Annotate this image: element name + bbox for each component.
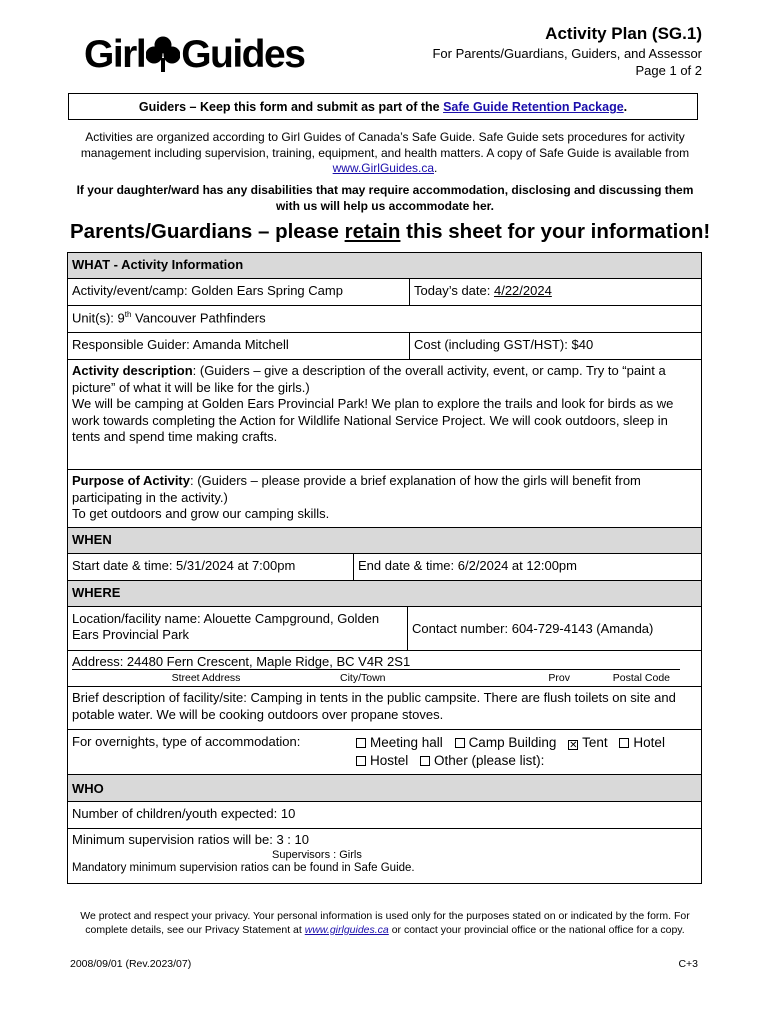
purpose-field[interactable] [68,470,701,528]
option-meeting-hall[interactable] [356,735,443,750]
intro-paragraph [68,130,702,177]
activity-description-field[interactable] [68,360,701,470]
tent-checkbox-checked[interactable]: ✕ [569,740,578,751]
heading-pre: Parents/Guardians – please [70,220,345,243]
meeting-hall-checkbox[interactable] [356,738,366,748]
privacy-post: or contact your provincial office or the national office for a copy. [388,924,685,936]
page-number: Page 1 of 2 [635,63,702,78]
cost-field[interactable]: Cost (including GST/HST): $40 [414,337,594,352]
trefoil-icon [146,36,180,74]
who-section-header: WHO [68,775,701,802]
address-label: Address: [72,654,127,669]
other-checkbox[interactable] [420,756,430,766]
activity-form [67,252,702,884]
option-label: Hostel [370,753,409,768]
option-tent[interactable] [568,735,608,750]
option-label: Camp Building [468,735,557,750]
description-label: Activity description [72,363,193,378]
location-row [68,607,701,651]
units-prefix: Unit(s): 9 [72,310,125,326]
purpose-text: To get outdoors and grow our camping skills. [72,506,330,521]
contact-field[interactable]: Contact number: 604-729-4143 (Amanda) [412,621,654,636]
intro-end: . [434,161,438,175]
option-label: Hotel [633,735,665,750]
girlguides-link[interactable]: www.GirlGuides.ca [332,161,435,175]
logo-text-girl: Girl [84,33,146,76]
units-sup: th [124,310,132,319]
accommodation-row [68,730,701,775]
guider-row [68,333,701,360]
revision-date: 2008/09/01 (Rev.2023/07) [70,958,192,970]
purpose-label: Purpose of Activity [72,473,190,488]
parents-heading [70,220,710,244]
camp-building-checkbox[interactable] [455,738,465,748]
option-camp-building[interactable] [455,735,557,750]
ratio-field[interactable] [68,829,701,883]
accommodation-label: For overnights, type of accommodation: [72,734,301,749]
activity-row [68,279,701,306]
heading-underlined: retain [344,220,401,243]
option-label: Other (please list): [434,753,545,768]
option-hostel[interactable] [356,753,408,768]
units-field[interactable] [68,306,701,333]
units-name: Vancouver Pathfinders [131,310,266,326]
what-section-header: WHAT - Activity Information [68,253,701,279]
location-field[interactable]: Location/facility name: Alouette Campground, Golden Ears Provincial Park [68,607,408,650]
dates-row [68,554,701,581]
facility-description-field[interactable]: Brief description of facility/site: Camping in tents in the public campsite. There are flush toilets on site and potable water. We will be cooking outdoors over propane stoves. [68,687,701,730]
form-code: C+3 [678,958,698,970]
hotel-checkbox[interactable] [619,738,629,748]
document-subtitle [432,45,702,79]
start-date-field[interactable]: Start date & time: 5/31/2024 at 7:00pm [68,554,354,580]
option-hotel[interactable] [619,735,665,750]
responsible-guider-field[interactable]: Responsible Guider: Amanda Mitchell [68,333,410,359]
address-value: 24480 Fern Crescent, Maple Ridge, BC V4R 2S1 [126,654,411,669]
privacy-statement [68,909,702,937]
city-label: City/Town [340,672,386,684]
accommodation-options [356,734,697,770]
prov-label: Prov [548,672,570,684]
date-value: 4/22/2024 [493,283,552,298]
address-field[interactable] [68,651,701,687]
todays-date-field[interactable] [410,279,701,305]
option-label: Meeting hall [370,735,443,750]
where-section-header: WHERE [68,581,701,607]
when-section-header: WHEN [68,528,701,554]
notice-text: Guiders – Keep this form and submit as part of the [138,100,444,114]
audience-line: For Parents/Guardians, Guiders, and Assessor [432,46,702,61]
disability-note: If your daughter/ward has any disabilities that may require accommodation, disclosing and discussing them with us will help us accommodate her. [76,183,694,213]
activity-field[interactable]: Activity/event/camp: Golden Ears Spring Camp [68,279,410,305]
retention-package-link[interactable]: Safe Guide Retention Package [443,100,624,114]
purpose-hint: : (Guiders – please provide a brief explanation of how the girls will benefit from participating in the activity.) [72,473,641,505]
intro-text: Activities are organized according to Girl Guides of Canada’s Safe Guide. Safe Guide sets procedures for activity management including supervision, training, equipment, and health matters. A copy of Safe Guide is available from [80,130,690,160]
option-label: Tent [582,735,608,750]
end-date-field[interactable]: End date & time: 6/2/2024 at 12:00pm [358,558,577,573]
address-sublabels [72,672,697,684]
mandatory-note: Mandatory minimum supervision ratios can be found in Safe Guide. [72,862,415,874]
privacy-link[interactable]: www.girlguides.ca [304,924,389,936]
privacy-pre: We protect and respect your privacy. Your personal information is used only for the purposes stated on or indicated by the form. For complete details, see our Privacy Statement at [80,910,690,936]
girl-guides-logo [84,30,304,80]
date-label: Today’s date: [414,283,494,298]
postal-label: Postal Code [612,672,670,684]
ratio-sublabel: Supervisors : Girls [272,849,362,861]
description-text: We will be camping at Golden Ears Provincial Park! We plan to explore the trails and look for birds as we work towards completing the Action for Wildlife National Service Project. We will cook outdoors, sleep in tents and spend time making crafts. [72,396,674,444]
heading-post: this sheet for your information! [400,220,711,243]
number-expected-field[interactable]: Number of children/youth expected: 10 [68,802,701,829]
ratio-value: Minimum supervision ratios will be: 3 : 10 [72,832,309,847]
option-other[interactable] [420,753,544,768]
notice-end: . [623,100,628,114]
retention-notice [68,93,698,120]
logo-text-guides: Guides [181,33,305,76]
hostel-checkbox[interactable] [356,756,366,766]
street-label: Street Address [171,672,241,684]
description-hint: : (Guiders – give a description of the overall activity, event, or camp. Try to “paint a picture” of what it will be like for the girls.) [72,363,666,395]
document-title: Activity Plan (SG.1) [545,24,702,43]
